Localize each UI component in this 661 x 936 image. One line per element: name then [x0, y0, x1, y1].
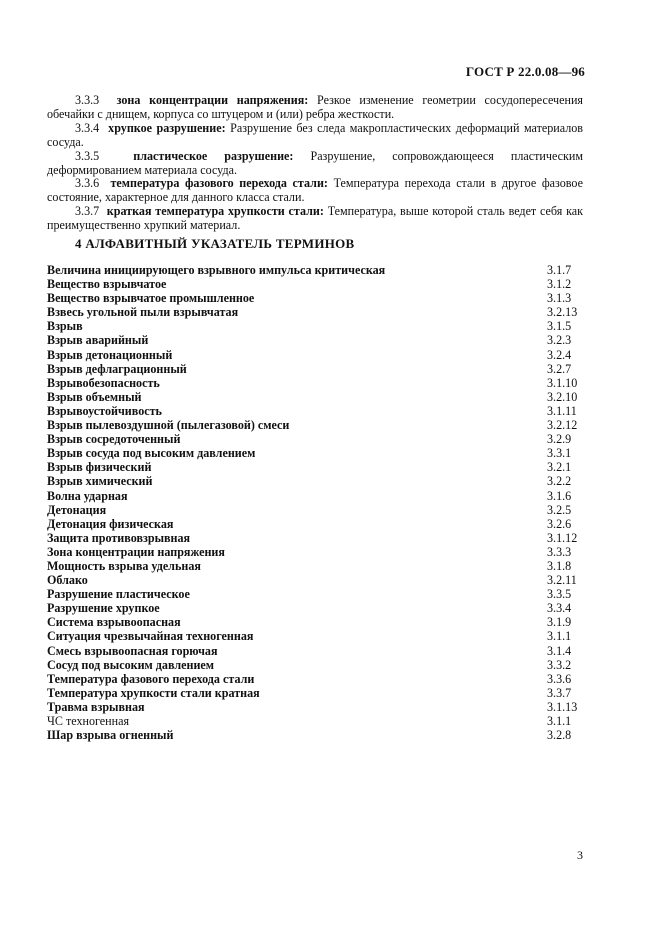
index-term: Взрывобезопасность	[47, 375, 160, 390]
index-reference: 3.3.2	[547, 657, 572, 672]
index-term: Детонация	[47, 502, 107, 517]
index-term: Ситуация чрезвычайная техногенная	[47, 629, 254, 644]
definition-number: 3.3.7	[75, 204, 100, 219]
index-reference: 3.2.6	[547, 516, 572, 531]
index-term: Взрыв физический	[47, 460, 152, 475]
index-row	[47, 446, 607, 460]
index-row	[47, 277, 607, 291]
index-row	[47, 531, 607, 545]
index-row	[47, 333, 607, 347]
index-term: Травма взрывная	[47, 699, 145, 714]
index-reference: 3.1.11	[547, 403, 577, 418]
index-reference: 3.3.5	[547, 587, 572, 602]
index-term: Вещество взрывчатое	[47, 277, 167, 292]
index-term: Взвесь угольной пыли взрывчатая	[47, 305, 239, 320]
definition-term: зона концентрации напряжения:	[116, 93, 309, 107]
index-term: Волна ударная	[47, 488, 128, 503]
index-term: Взрыв детонационный	[47, 347, 173, 362]
index-term: Мощность взрыва удельная	[47, 558, 201, 573]
index-term: ЧС техногенная	[47, 714, 130, 728]
index-reference: 3.1.7	[547, 263, 572, 277]
index-term: Разрушение пластическое	[47, 587, 190, 602]
index-term: Взрыв дефлаграционный	[47, 361, 187, 376]
definitions-block	[47, 94, 583, 233]
index-reference: 3.2.1	[547, 460, 572, 475]
index-row	[47, 601, 607, 615]
index-term: Температура фазового перехода стали	[47, 671, 255, 686]
index-reference: 3.1.6	[547, 488, 572, 503]
index-reference: 3.2.11	[547, 573, 577, 588]
index-term: Разрушение хрупкое	[47, 601, 160, 616]
index-term: Температура хрупкости стали кратная	[47, 685, 260, 700]
index-term: Взрыв объемный	[47, 389, 142, 404]
document-header: ГОСТ Р 22.0.08—96	[465, 64, 585, 79]
index-term: Величина инициирующего взрывного импульса критическая	[47, 263, 386, 277]
section-title: 4 АЛФАВИТНЫЙ УКАЗАТЕЛЬ ТЕРМИНОВ	[75, 236, 355, 251]
definition-paragraph	[47, 150, 583, 178]
index-term: Облако	[47, 573, 88, 588]
index-row	[47, 348, 607, 362]
index-term: Взрыв химический	[47, 474, 153, 489]
definition-paragraph	[47, 94, 583, 122]
index-row	[47, 686, 607, 700]
page-number: 3	[577, 848, 583, 862]
index-reference: 3.2.5	[547, 502, 572, 517]
index-row	[47, 291, 607, 305]
definition-term: хрупкое разрушение:	[108, 120, 226, 135]
definition-term: температура фазового перехода стали:	[110, 176, 328, 191]
index-reference: 3.1.2	[547, 277, 572, 292]
index-term: Взрыв сосредоточенный	[47, 432, 181, 447]
index-reference: 3.2.13	[547, 305, 578, 320]
index-row	[47, 474, 607, 488]
index-reference: 3.2.12	[547, 418, 578, 433]
index-row	[47, 460, 607, 474]
index-term: Смесь взрывоопасная горючая	[47, 643, 218, 658]
index-reference: 3.1.5	[547, 319, 572, 334]
definition-term: пластическое разрушение:	[133, 148, 294, 163]
definition-text: Разрушение без следа макропластических деформаций материалов сосуда.	[47, 120, 584, 149]
index-reference: 3.3.3	[547, 544, 572, 559]
index-reference: 3.1.1	[547, 629, 572, 644]
index-row	[47, 432, 607, 446]
definition-number: 3.3.4	[75, 120, 100, 135]
definition-paragraph	[47, 122, 583, 150]
index-row	[47, 672, 607, 686]
alphabetical-index	[47, 263, 607, 742]
index-term: Зона концентрации напряжения	[47, 544, 225, 559]
index-reference: 3.1.4	[547, 643, 572, 658]
definition-text: Температура, выше которой сталь ведет себя как преимущественно хрупкий материал.	[47, 204, 584, 233]
index-row	[47, 263, 607, 277]
definition-number: 3.3.6	[75, 176, 100, 191]
index-row	[47, 714, 607, 728]
index-row	[47, 728, 607, 742]
index-term: Система взрывоопасная	[47, 615, 181, 630]
index-row	[47, 319, 607, 333]
index-row	[47, 587, 607, 601]
definition-number: 3.3.3	[75, 93, 100, 107]
definition-text: Температура перехода стали в другое фазовое состояние, характерное для данного класса стали.	[47, 176, 583, 205]
index-reference: 3.1.9	[547, 615, 572, 630]
index-row	[47, 517, 607, 531]
index-reference: 3.1.12	[547, 530, 578, 545]
index-term: Детонация физическая	[47, 516, 174, 531]
index-term: Взрыв сосуда под высоким давлением	[47, 446, 256, 461]
index-reference: 3.3.7	[547, 685, 572, 700]
definition-number: 3.3.5	[75, 148, 100, 163]
index-row	[47, 573, 607, 587]
index-reference: 3.2.9	[547, 432, 572, 447]
index-row	[47, 644, 607, 658]
index-term: Шар взрыва огненный	[47, 728, 174, 743]
index-row	[47, 658, 607, 672]
index-row	[47, 305, 607, 319]
index-reference: 3.2.4	[547, 347, 572, 362]
index-reference: 3.1.1	[547, 714, 572, 728]
index-row	[47, 489, 607, 503]
definition-paragraph	[47, 205, 583, 233]
index-row	[47, 559, 607, 573]
definition-paragraph	[47, 177, 583, 205]
index-reference: 3.2.10	[547, 389, 578, 404]
index-term: Взрыв	[47, 319, 83, 334]
definition-term: краткая температура хрупкости стали:	[106, 204, 324, 219]
index-row	[47, 503, 607, 517]
index-reference: 3.2.7	[547, 361, 572, 376]
index-row	[47, 615, 607, 629]
index-row	[47, 362, 607, 376]
definition-text: Разрушение, сопровождающееся пластическим деформированием материала сосуда.	[47, 148, 584, 177]
index-reference: 3.3.1	[547, 446, 572, 461]
index-row	[47, 700, 607, 714]
index-row	[47, 545, 607, 559]
index-row	[47, 376, 607, 390]
index-reference: 3.1.8	[547, 558, 572, 573]
index-row	[47, 418, 607, 432]
index-term: Защита противовзрывная	[47, 530, 191, 545]
index-term: Взрыв аварийный	[47, 333, 149, 348]
definition-text: Резкое изменение геометрии сосудопересечения обечайки с днищем, корпуса со штуцером и (или) ребра жесткости.	[47, 93, 583, 121]
index-reference: 3.1.10	[547, 375, 578, 390]
index-term: Взрыв пылевоздушной (пылегазовой) смеси	[47, 418, 290, 433]
index-reference: 3.2.8	[547, 728, 572, 743]
index-reference: 3.3.4	[547, 601, 572, 616]
index-reference: 3.1.13	[547, 699, 578, 714]
index-reference: 3.2.2	[547, 474, 572, 489]
index-term: Взрывоустойчивость	[47, 403, 162, 418]
index-term: Вещество взрывчатое промышленное	[47, 291, 255, 306]
index-row	[47, 629, 607, 643]
index-row	[47, 390, 607, 404]
index-term: Сосуд под высоким давлением	[47, 657, 215, 672]
index-reference: 3.2.3	[547, 333, 572, 348]
index-reference: 3.3.6	[547, 671, 572, 686]
index-reference: 3.1.3	[547, 291, 572, 306]
index-row	[47, 404, 607, 418]
